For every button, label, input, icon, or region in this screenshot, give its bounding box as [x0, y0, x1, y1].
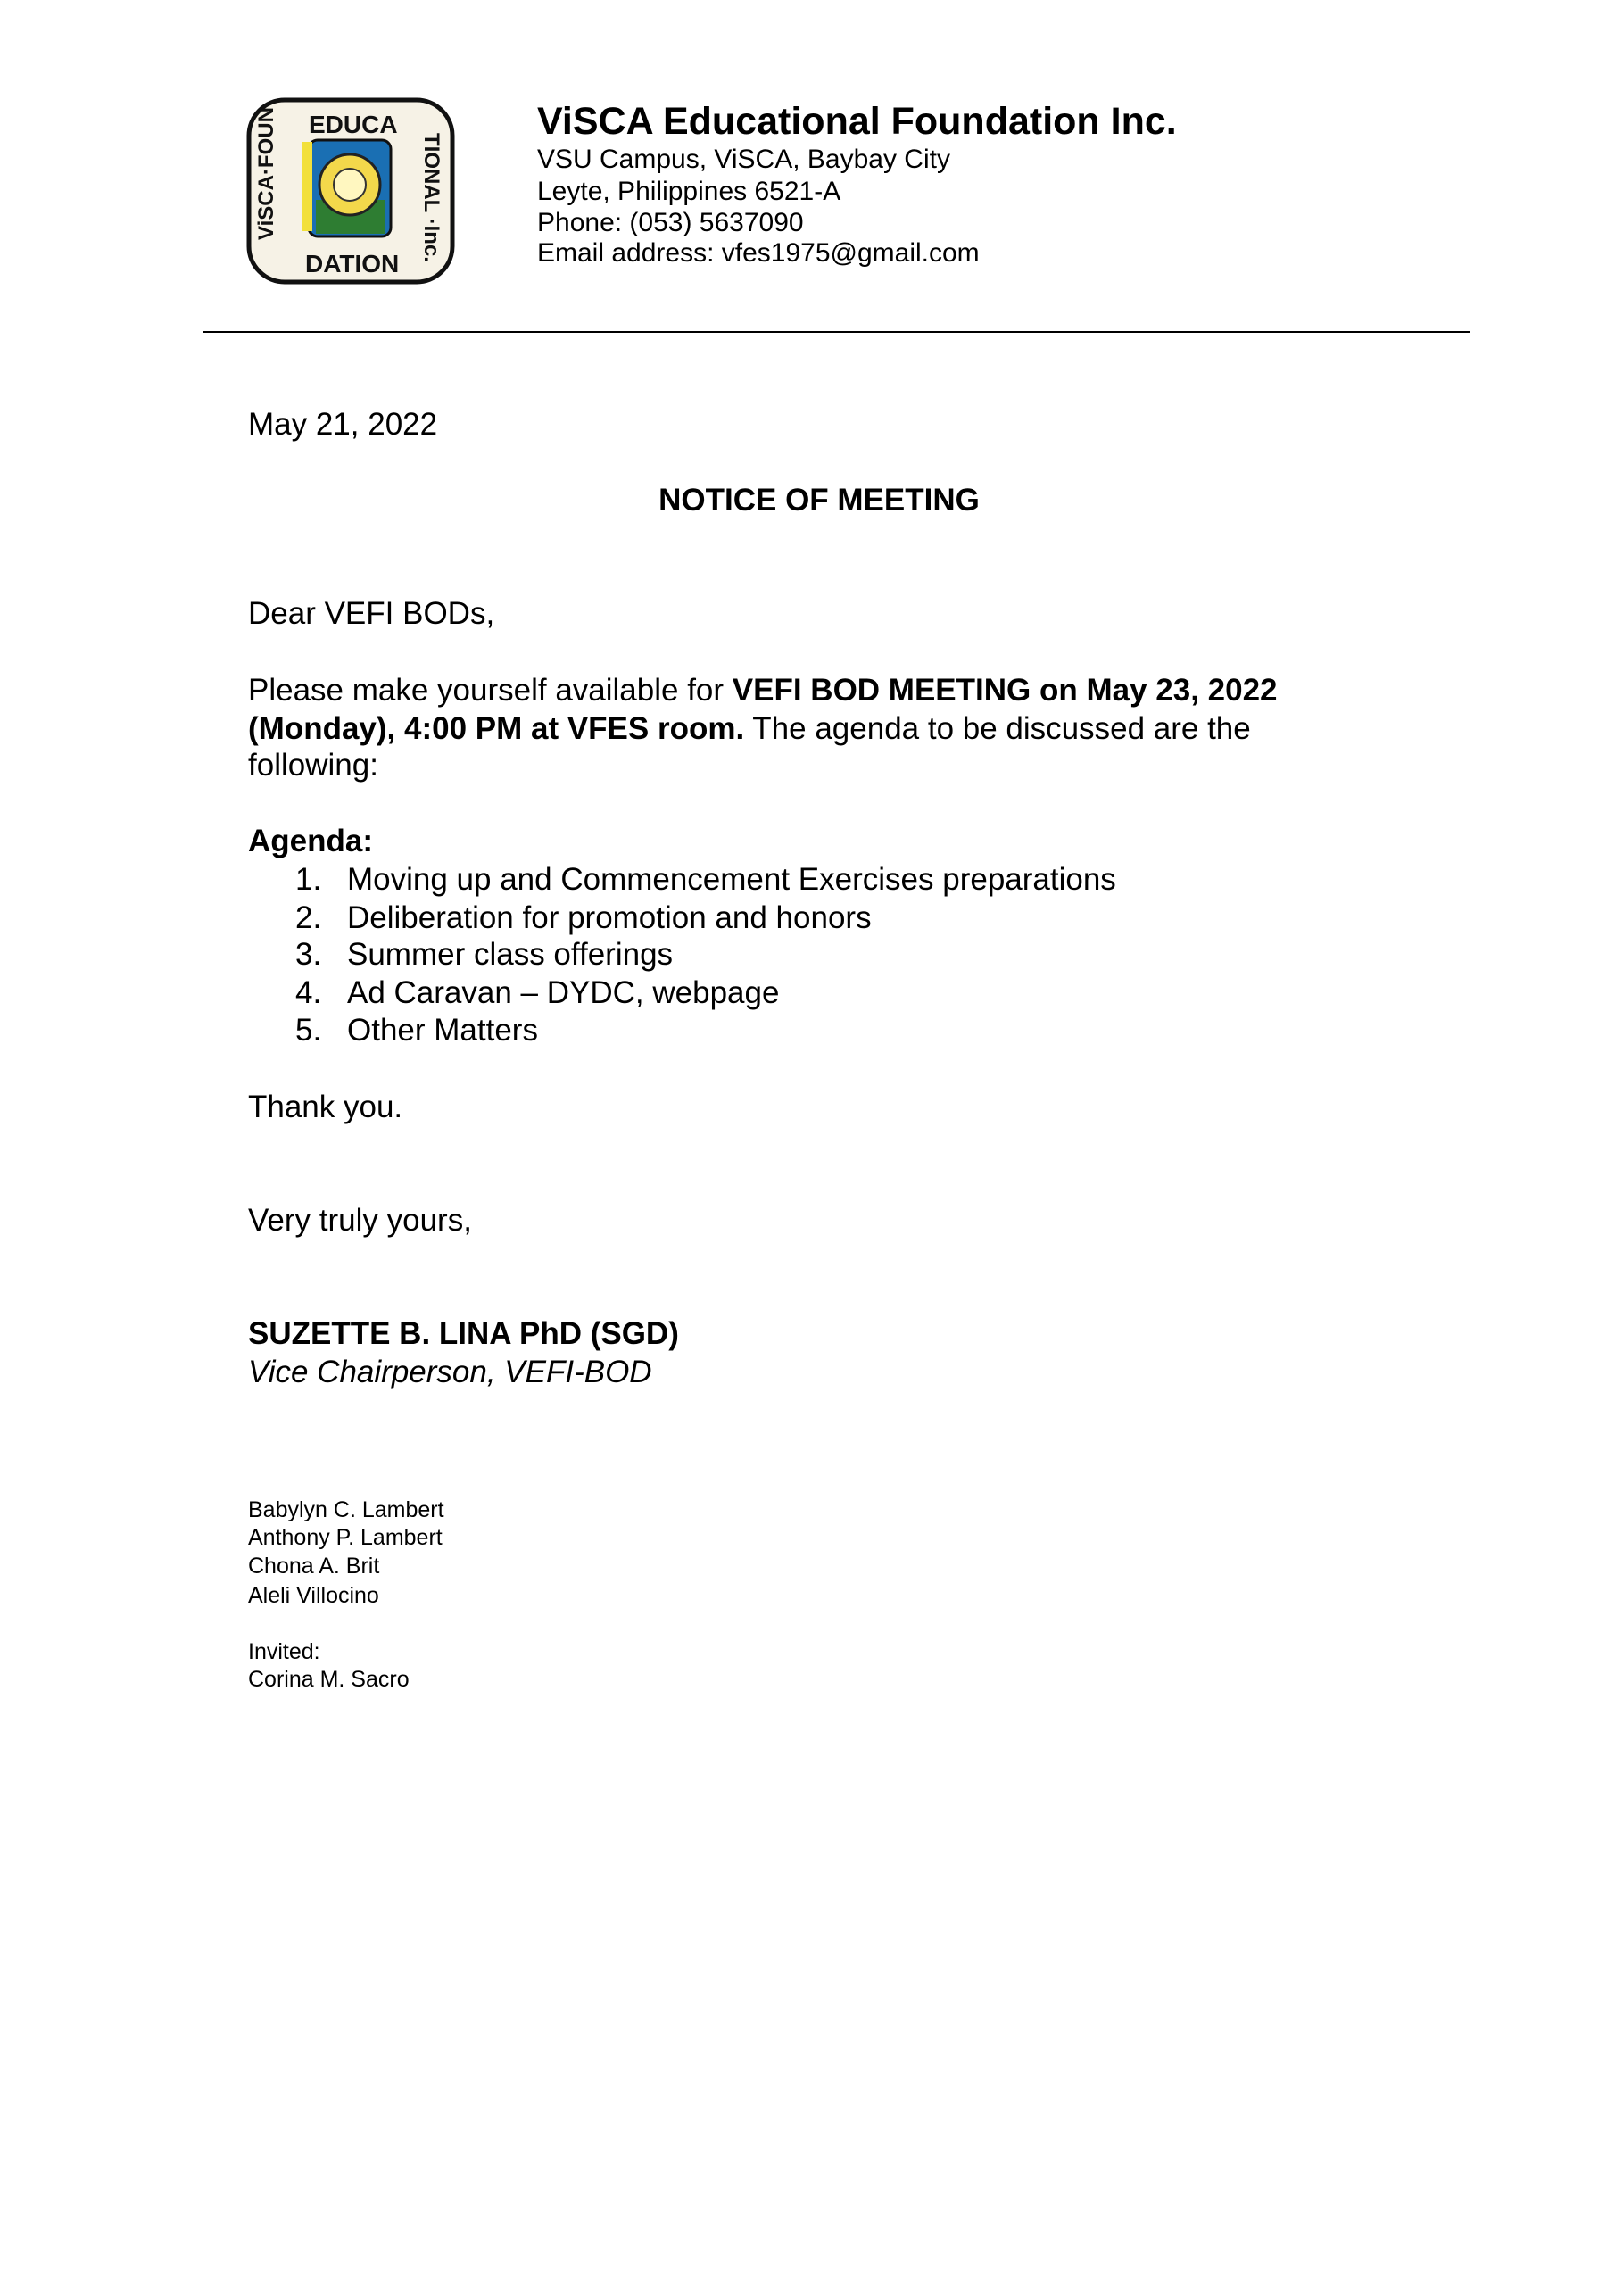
letter-date: May 21, 2022 — [248, 407, 438, 442]
agenda-text: Ad Caravan – DYDC, webpage — [347, 975, 780, 1010]
agenda-item — [295, 936, 674, 974]
address-line-2: Leyte, Philippines 6521-A — [537, 177, 841, 206]
agenda-number: 4. — [295, 975, 322, 1010]
recipient: Babylyn C. Lambert — [248, 1497, 444, 1522]
svg-text:DATION: DATION — [305, 250, 400, 278]
paragraph-line-2 — [248, 710, 1251, 748]
invited-label: Invited: — [248, 1639, 320, 1664]
agenda-label: Agenda: — [248, 824, 373, 858]
svg-text:EDUCA: EDUCA — [309, 111, 398, 138]
agenda-item — [295, 899, 872, 937]
meeting-time-place: (Monday), 4:00 PM at VFES room. — [248, 711, 745, 746]
svg-text:TIONAL ·Inc.: TIONAL ·Inc. — [419, 133, 443, 262]
header-divider — [203, 331, 1470, 333]
agenda-text: Summer class offerings — [347, 937, 674, 972]
recipient: Anthony P. Lambert — [248, 1525, 443, 1550]
thanks: Thank you. — [248, 1090, 403, 1124]
signatory-name: SUZETTE B. LINA PhD (SGD) — [248, 1316, 679, 1351]
signatory-title: Vice Chairperson, VEFI-BOD — [248, 1355, 652, 1389]
para-text: The agenda to be discussed are the — [744, 711, 1251, 746]
agenda-number: 3. — [295, 937, 322, 972]
svg-text:ViSCA·FOUN: ViSCA·FOUN — [254, 107, 278, 240]
recipient: Chona A. Brit — [248, 1554, 380, 1579]
agenda-number: 5. — [295, 1013, 322, 1048]
agenda-text: Deliberation for promotion and honors — [347, 900, 872, 935]
letter-title: NOTICE OF MEETING — [658, 483, 980, 518]
org-name: ViSCA Educational Foundation Inc. — [537, 100, 1177, 143]
agenda-item — [295, 974, 780, 1012]
meeting-details: VEFI BOD MEETING on May 23, 2022 — [732, 673, 1278, 708]
paragraph-line-3: following: — [248, 748, 378, 783]
salutation: Dear VEFI BODs, — [248, 596, 495, 631]
foundation-logo — [246, 97, 455, 285]
agenda-item — [295, 861, 1116, 899]
invited-person: Corina M. Sacro — [248, 1667, 410, 1692]
para-text: Please make yourself available for — [248, 673, 733, 708]
closing: Very truly yours, — [248, 1203, 472, 1238]
agenda-number: 1. — [295, 862, 322, 897]
paragraph-line-1 — [248, 672, 1278, 709]
address-line-1: VSU Campus, ViSCA, Baybay City — [537, 145, 950, 174]
agenda-number: 2. — [295, 900, 322, 935]
agenda-text: Other Matters — [347, 1013, 538, 1048]
email: Email address: vfes1975@gmail.com — [537, 238, 980, 268]
agenda-item — [295, 1012, 538, 1049]
recipient: Aleli Villocino — [248, 1583, 379, 1608]
agenda-text: Moving up and Commencement Exercises preparations — [347, 862, 1116, 897]
phone: Phone: (053) 5637090 — [537, 208, 804, 237]
